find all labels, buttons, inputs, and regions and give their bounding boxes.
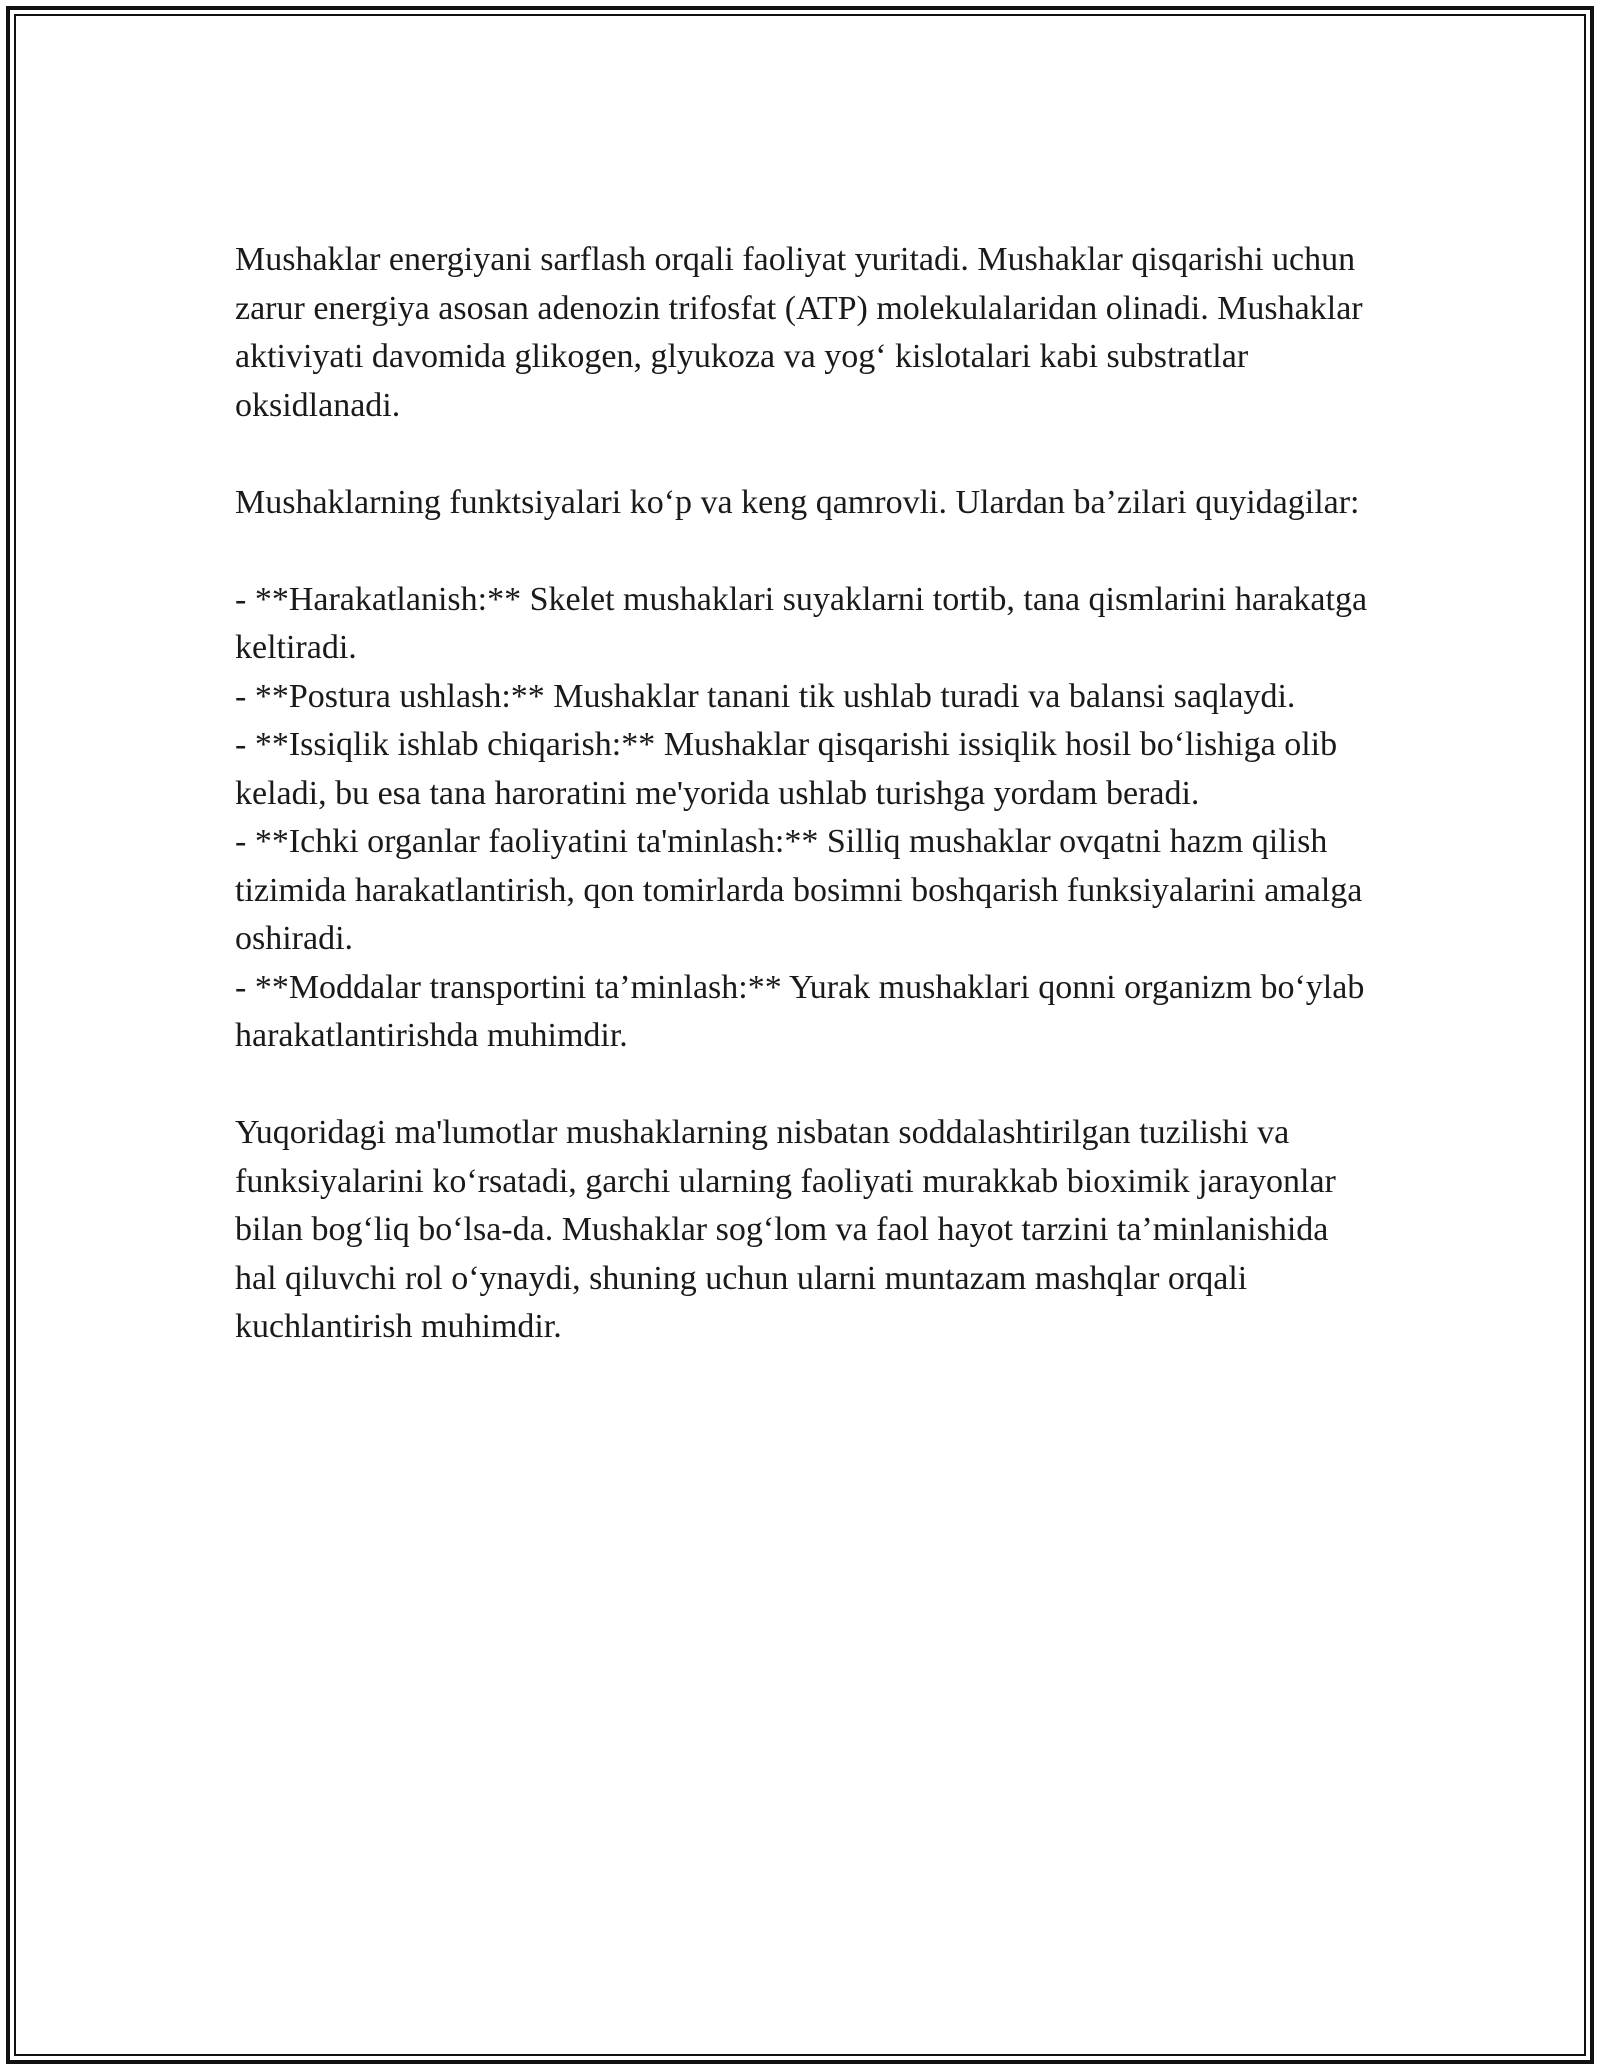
paragraph-functions-intro: Mushaklarning funktsiyalari ko‘p va keng qamrovli. Ulardan ba’zilari quyidagilar: bbox=[235, 483, 1360, 521]
paragraph-spacer bbox=[235, 430, 1375, 479]
list-item-internal-organs: - **Ichki organlar faoliyatini ta'minlash:** Silliq mushaklar ovqatni hazm qilish tizimida harakatlantirish, qon tomirlarda bosimni boshqarish funksiyalarini amalga oshiradi. bbox=[235, 823, 1363, 957]
list-item-transport: - **Moddalar transportini ta’minlash:** Yurak mushaklari qonni organizm bo‘ylab harakatlantirishda muhimdir. bbox=[235, 968, 1365, 1054]
paragraph-spacer bbox=[235, 527, 1375, 576]
paragraph-conclusion: Yuqoridagi ma'lumotlar mushaklarning nisbatan soddalashtirilgan tuzilishi va funksiyalarini ko‘rsatadi, garchi ularning faoliyati murakkab bioximik jarayonlar bilan bog‘liq bo‘lsa-da. Mushaklar sog‘lom va faol hayot tarzini ta’minlanishida hal qiluvchi rol o‘ynaydi, shuning uchun ularni muntazam mashqlar orqali kuchlantirish muhimdir. bbox=[235, 1114, 1336, 1345]
list-item-movement: - **Harakatlanish:** Skelet mushaklari suyaklarni tortib, tana qismlarini harakatga keltiradi. bbox=[235, 580, 1368, 666]
list-item-posture: - **Postura ushlash:** Mushaklar tanani tik ushlab turadi va balansi saqlaydi. bbox=[235, 677, 1296, 715]
paragraph-energy: Mushaklar energiyani sarflash orqali faoliyat yuritadi. Mushaklar qisqarishi uchun zarur energiya asosan adenozin trifosfat (ATP) molekulalaridan olinadi. Mushaklar aktiviyati davomida glikogen, glyukoza va yog‘ kislotalari kabi substratlar oksidlanadi. bbox=[235, 241, 1363, 424]
list-item-heat: - **Issiqlik ishlab chiqarish:** Mushaklar qisqarishi issiqlik hosil bo‘lishiga olib keladi, bu esa tana haroratini me'yorida ushlab turishga yordam beradi. bbox=[235, 726, 1338, 812]
paragraph-spacer bbox=[235, 1061, 1375, 1110]
document-body bbox=[235, 236, 1375, 1352]
functions-list bbox=[235, 576, 1375, 1061]
